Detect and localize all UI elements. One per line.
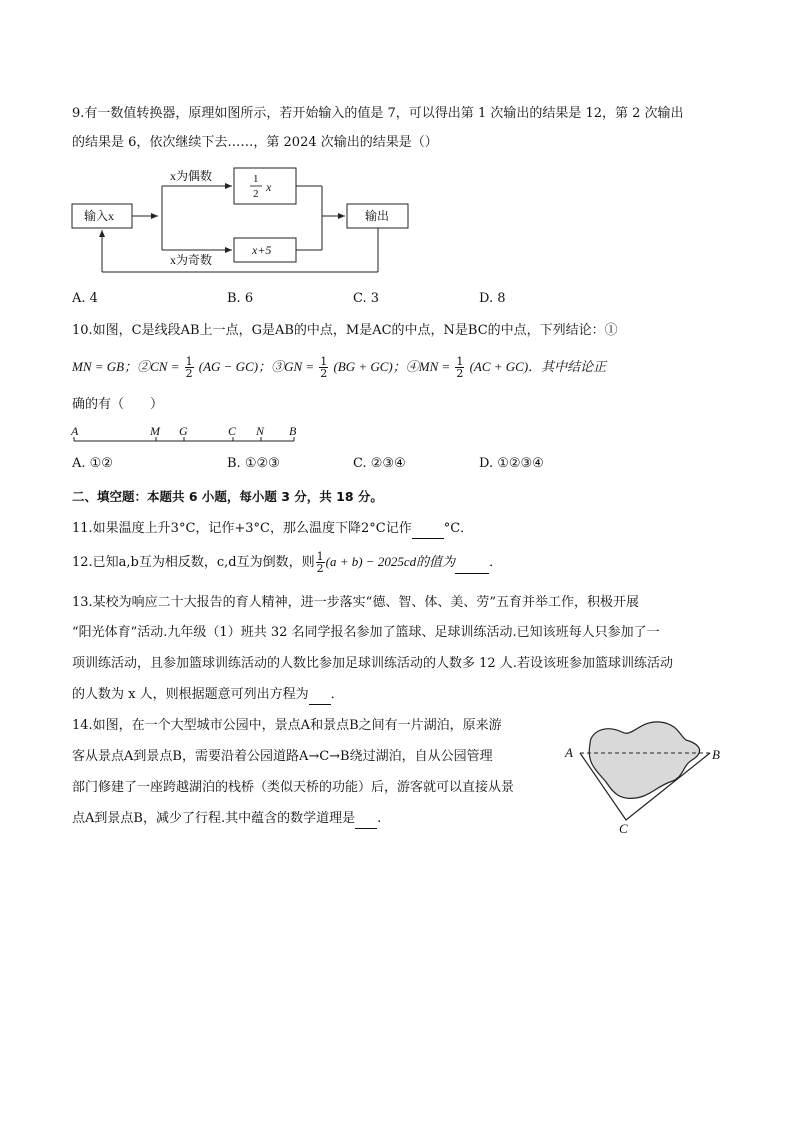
- q10-option-a: A. ①②: [72, 456, 113, 471]
- q11-text-a: 11.如果温度上升3°C，记作+3°C，那么温度下降2°C记作: [72, 521, 412, 536]
- q13-text-a: 的人数为 x 人，则根据题意可列出方程为: [72, 687, 309, 702]
- even-box-var: x: [266, 180, 272, 194]
- q12-frac: $\frac{1}{2}$: [316, 550, 324, 575]
- section-heading: 二、填空题：本题共 6 小题，每小题 3 分，共 18 分。: [72, 489, 383, 504]
- segment-figure: [66, 422, 306, 446]
- q9-line2: 的结果是 6，依次继续下去……，第 2024 次输出的结果是（）: [72, 135, 438, 150]
- even-box-den: 2: [253, 188, 259, 200]
- odd-box-label: x+5: [252, 243, 272, 257]
- q10-c2: (AG − GC)；③GN =: [198, 359, 315, 374]
- q12-blank: [455, 573, 489, 574]
- q12-text-c: ．: [489, 555, 503, 570]
- lake-shape: [589, 722, 699, 799]
- q12-line: [72, 551, 502, 574]
- q12-text-b: (a + b) − 2025cd的值为: [325, 554, 456, 569]
- q9-option-b: B. 6: [227, 291, 254, 306]
- q10-half-1: $\frac{1}{2}$: [185, 355, 193, 380]
- lake-figure: [560, 712, 730, 836]
- point-m: M: [150, 424, 160, 438]
- q10-option-b: B. ①②③: [227, 456, 280, 471]
- q14-blank: [355, 828, 377, 829]
- q14-text-b: .: [377, 811, 382, 826]
- q11-text-b: °C．: [443, 521, 474, 536]
- q9-option-d: D. 8: [479, 291, 506, 306]
- q14-line1: 14.如图，在一个大型城市公园中，景点A和景点B之间有一片湖泊，原来游: [72, 718, 502, 733]
- even-box: [234, 168, 296, 204]
- lake-label-a: A: [565, 745, 573, 760]
- point-c: C: [228, 424, 237, 438]
- q10-line2: [72, 356, 606, 379]
- q11-line: [72, 519, 473, 539]
- q9-option-c: C. 3: [353, 291, 380, 306]
- q10-c3: (BG + GC)；④MN =: [333, 359, 451, 374]
- even-box-num: 1: [253, 173, 259, 185]
- q13-blank: [309, 704, 331, 705]
- q10-half-2: $\frac{1}{2}$: [320, 355, 328, 380]
- converter-flowchart: [60, 160, 420, 280]
- q14-line4: [72, 809, 381, 829]
- q13-line4: [72, 685, 344, 705]
- q13-text-b: ．: [330, 687, 344, 702]
- q12-text-a: 12.已知a,b互为相反数，c,d互为倒数，则: [72, 555, 315, 570]
- q14-text-a: 点A到景点B，减少了行程.其中蕴含的数学道理是: [72, 811, 356, 826]
- q13-line2: “阳光体育”活动.九年级（1）班共 32 名同学报名参加了篮球、足球训练活动.已知该班每人只参加了一: [72, 625, 660, 640]
- point-g: G: [179, 424, 188, 438]
- q10-option-d: D. ①②③④: [479, 456, 544, 471]
- q14-line3: 部门修建了一座跨越湖泊的栈桥（类似天桥的功能）后，游客就可以直接从景: [72, 780, 515, 795]
- q10-line1: 10.如图，C是线段AB上一点，G是AB的中点，M是AC的中点，N是BC的中点，下列结论：①: [72, 323, 618, 338]
- point-n: N: [256, 424, 265, 438]
- lake-label-c: C: [619, 821, 628, 836]
- point-b: B: [289, 424, 297, 438]
- q10-half-3: $\frac{1}{2}$: [456, 355, 464, 380]
- q10-c1: MN = GB；②CN =: [72, 359, 180, 374]
- lake-label-b: B: [712, 747, 720, 762]
- q9-line1: 9.有一数值转换器，原理如图所示，若开始输入的值是 7，可以得出第 1 次输出的结果是 12，第 2 次输出: [72, 106, 684, 121]
- input-label: 输入x: [84, 209, 115, 223]
- q9-option-a: A. 4: [72, 291, 98, 306]
- odd-label: x为奇数: [170, 253, 213, 267]
- q10-c4: (AC + GC)．其中结论正: [469, 359, 607, 374]
- q11-blank: [412, 538, 444, 539]
- even-label: x为偶数: [170, 169, 213, 183]
- q13-line3: 项训练活动，且参加篮球训练活动的人数比参加足球训练活动的人数多 12 人.若设该班参加篮球训练活动: [72, 656, 673, 671]
- output-label: 输出: [365, 209, 390, 223]
- point-a: A: [71, 424, 79, 438]
- q10-option-c: C. ②③④: [353, 456, 406, 471]
- q10-line3: 确的有（ ）: [72, 397, 164, 412]
- q13-line1: 13.某校为响应二十大报告的育人精神，进一步落实“德、智、体、美、劳”五育并举工作，积极开展: [72, 595, 639, 610]
- q14-line2: 客从景点A到景点B，需要沿着公园道路A→C→B绕过湖泊，自从公园管理: [72, 749, 493, 764]
